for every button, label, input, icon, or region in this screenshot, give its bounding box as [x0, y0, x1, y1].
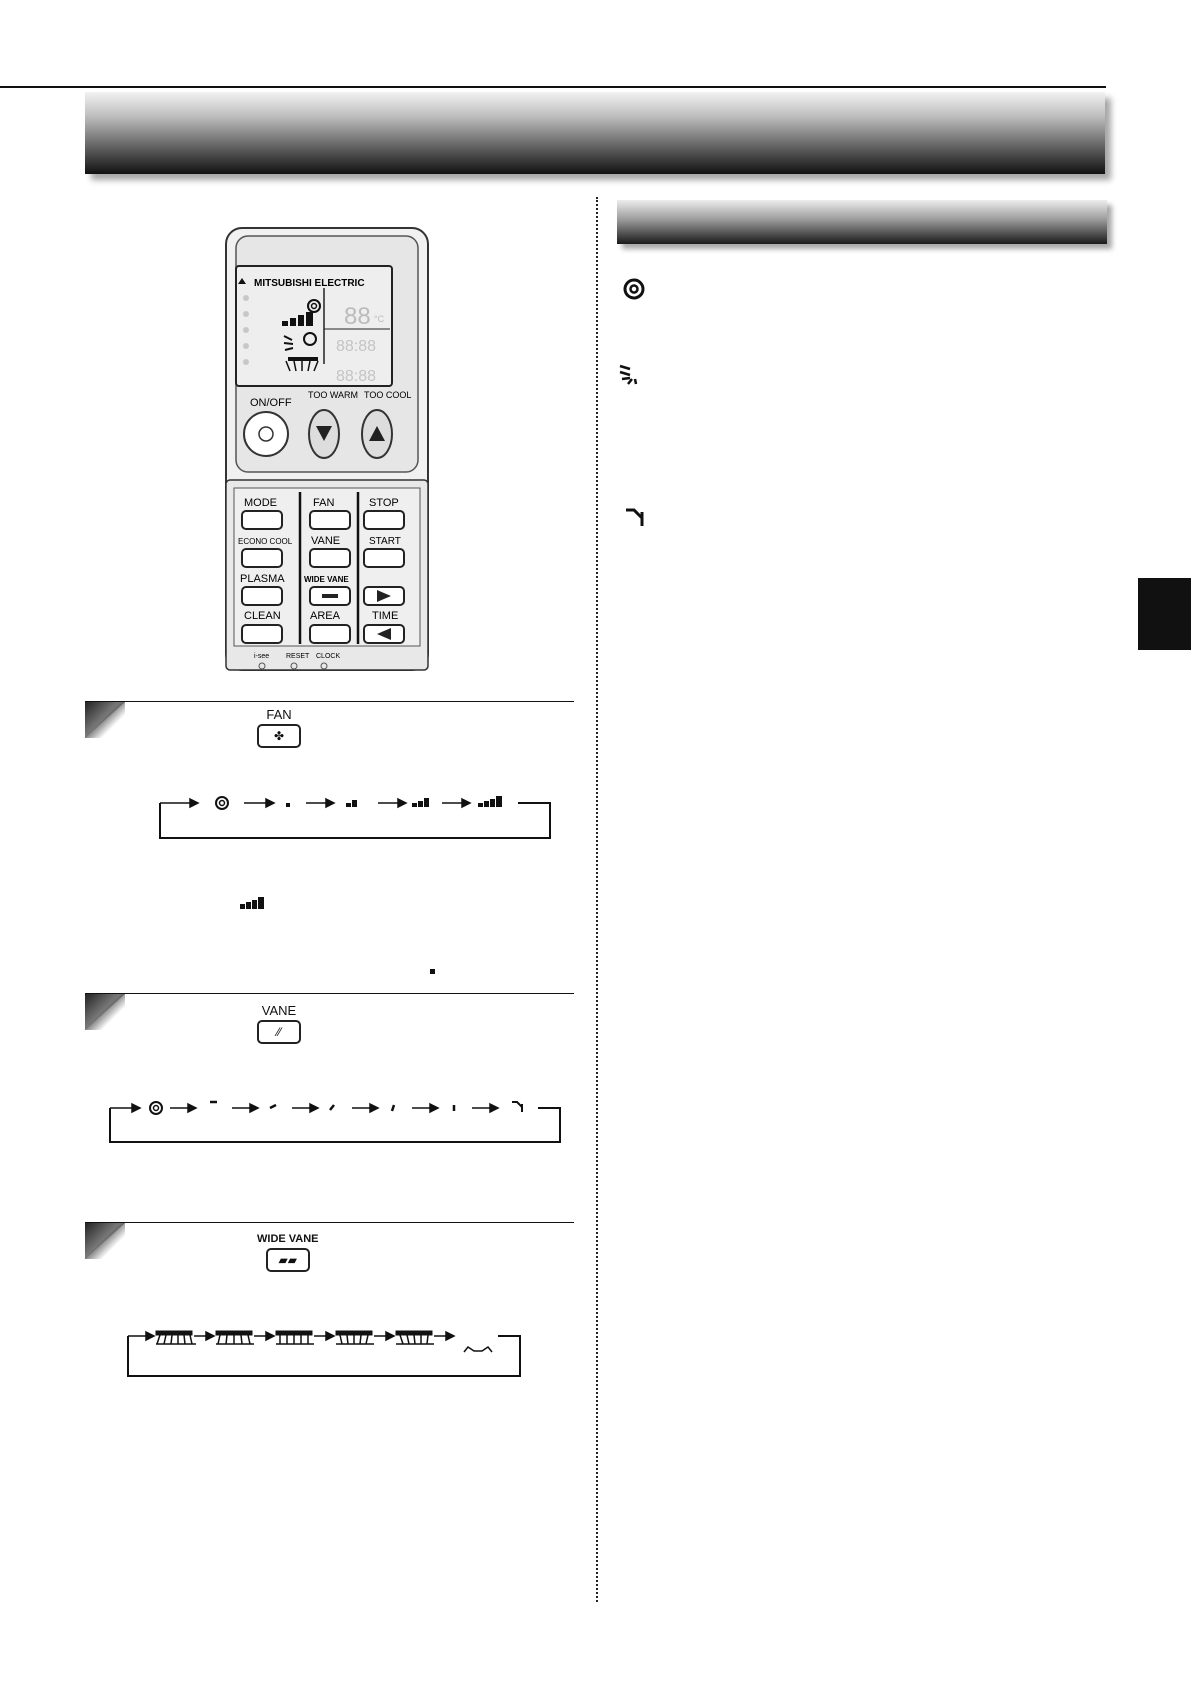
too-warm-label: TOO WARM	[308, 390, 358, 400]
econo-cool-button[interactable]	[242, 549, 282, 567]
chapter-tab	[1138, 578, 1191, 650]
vane-button[interactable]	[310, 549, 350, 567]
column-divider	[596, 197, 598, 1602]
wide-vane-icon: ▰▰	[266, 1248, 310, 1272]
fan-step-label: FAN	[266, 707, 292, 722]
step1-marker	[85, 702, 125, 738]
clean-button[interactable]	[242, 625, 282, 643]
step2-marker	[85, 994, 125, 1030]
clock-label: CLOCK	[316, 653, 341, 660]
mode-button[interactable]	[242, 511, 282, 529]
econo-cool-label: ECONO COOL	[238, 537, 293, 546]
fan-icon: ✤	[257, 724, 301, 748]
lcd-time-1: 88:88	[336, 338, 377, 355]
plasma-button[interactable]	[242, 587, 282, 605]
fan-speed-low-icon	[429, 967, 437, 975]
on-off-label: ON/OFF	[250, 397, 292, 409]
reset-label: RESET	[286, 653, 310, 660]
fan-label: FAN	[313, 497, 335, 509]
stop-timer-button[interactable]	[364, 511, 404, 529]
fan-speed-sequence	[158, 795, 552, 841]
on-off-button[interactable]	[244, 412, 288, 456]
step3-marker	[85, 1223, 125, 1259]
area-label: AREA	[310, 610, 340, 622]
wide-vane-label: WIDE VANE	[304, 575, 349, 584]
lcd-unit: °C	[374, 314, 385, 324]
lcd-temperature: 88	[344, 303, 371, 330]
lcd-time-2: 88:88	[336, 368, 377, 385]
vane-step-button	[257, 1004, 301, 1044]
area-button[interactable]	[310, 625, 350, 643]
vane-position-sequence	[108, 1100, 562, 1144]
vane-swing-icon	[618, 362, 644, 386]
step2-rule	[85, 993, 574, 994]
step1-rule	[85, 701, 574, 702]
fan-speed-bars-icon	[239, 896, 269, 910]
wide-vane-step-label: WIDE VANE	[257, 1233, 319, 1245]
section-header-bar	[617, 200, 1107, 244]
remote-brand: MITSUBISHI ELECTRIC	[254, 278, 365, 289]
stop-label: STOP	[369, 497, 399, 509]
top-rule	[0, 86, 1106, 88]
vane-step-label: VANE	[261, 1003, 297, 1018]
vane-label: VANE	[311, 535, 341, 547]
remote-controller-illustration	[224, 226, 430, 672]
too-cool-label: TOO COOL	[364, 390, 412, 400]
auto-swirl-icon	[622, 278, 646, 300]
vane-corner-icon	[624, 506, 646, 528]
page-header-bar	[85, 92, 1105, 174]
clean-label: CLEAN	[244, 610, 281, 622]
start-timer-button[interactable]	[364, 549, 404, 567]
plasma-label: PLASMA	[240, 573, 285, 585]
step3-rule	[85, 1222, 574, 1223]
vane-icon: ⁄⁄	[257, 1020, 301, 1044]
fan-step-button	[257, 708, 301, 748]
i-see-label: i-see	[254, 653, 270, 660]
start-label: START	[369, 536, 401, 547]
time-label: TIME	[372, 610, 399, 622]
wide-vane-step-button	[257, 1232, 319, 1272]
fan-button[interactable]	[310, 511, 350, 529]
mode-label: MODE	[244, 497, 277, 509]
wide-vane-sequence	[126, 1330, 522, 1378]
